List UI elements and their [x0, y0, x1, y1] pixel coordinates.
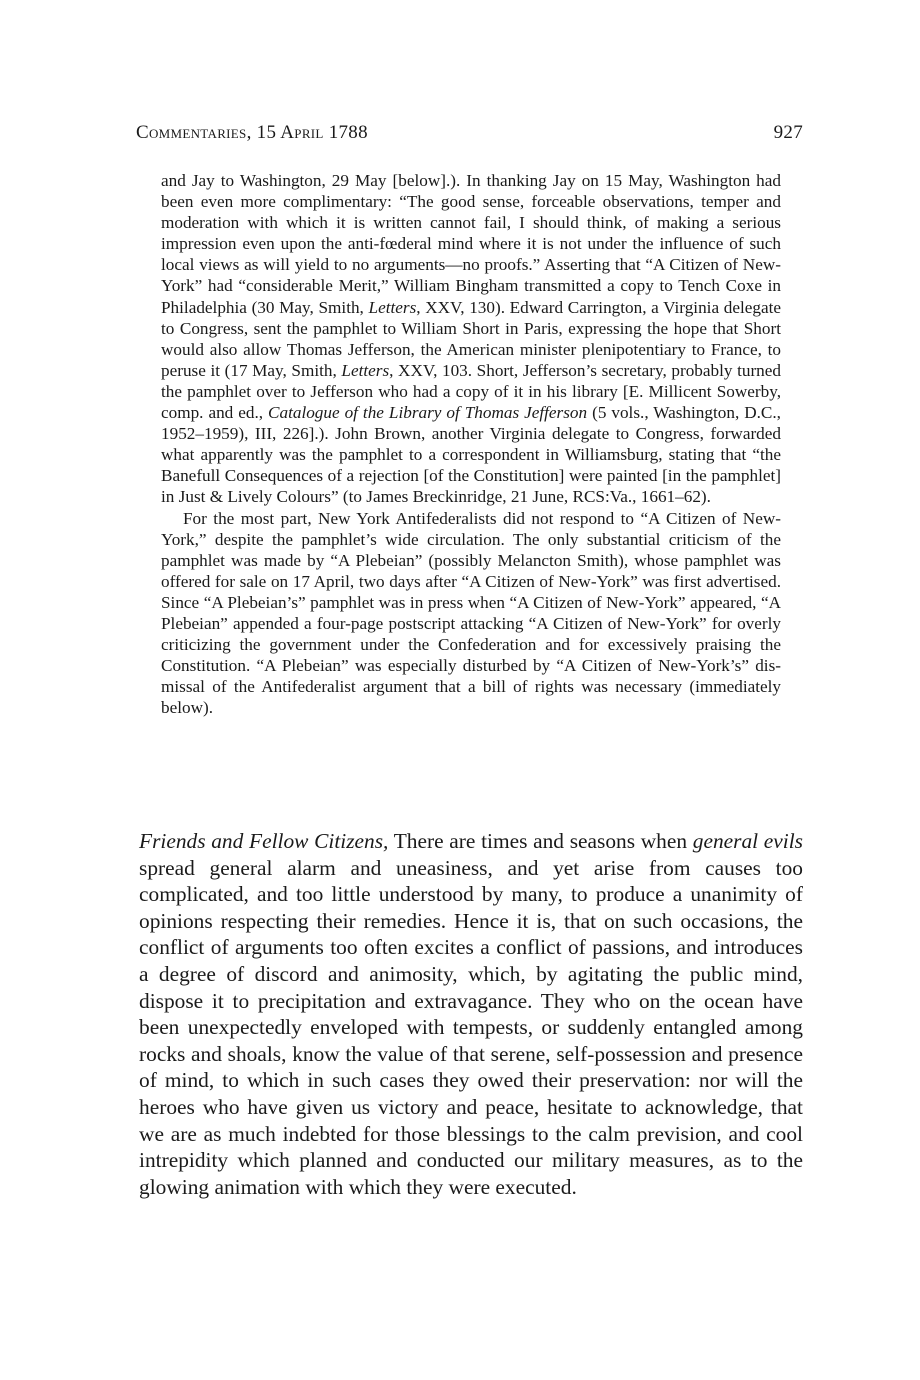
- text-run: , XXV, 130). Edward Carrington, a Virginia delegate to Congress, sent the pamphlet to William Short in Paris, expressing the hope that Short would also allow Thomas Jefferson, the American minister plenipotentiary to France, to peruse it (17 May, Smith,: [161, 297, 781, 380]
- text-run: (5 vols., Washington, D.C., 1952–1959), III, 226].). John Brown, another Virginia delegate to Congress, forwarded what apparently was the pamphlet to a correspondent in Williamsburg, stating that “the Banefull Consequences of a rejection [of the Constitution] were painted [in the pamphlet] in Just & Lively Colours” (to James Breckinridge, 21 June, RCS:Va., 1661–62).: [161, 403, 781, 507]
- page-number: 927: [773, 122, 803, 143]
- running-title: Commentaries, 15 April 1788: [136, 122, 368, 143]
- running-head: [136, 122, 803, 152]
- italic-run: Letters: [368, 297, 417, 317]
- italic-run: general evils: [692, 829, 803, 853]
- document-text: [139, 828, 803, 1200]
- headnote-paragraph-2: For the most part, New York Antifederalists did not respond to “A Citizen of New-York,” despite the pamphlet’s wide circulation. The only substantial criticism of the pamphlet was made by “A Plebeian” (possibly Melancton Smith), whose pamphlet was offered for sale on 17 April, two days after “A Citizen of New-York” was first advertised. Since “A Plebeian’s” pamphlet was in press when “A Citizen of New-York” appeared, “A Plebeian” appended a four-page postscript attacking “A Citizen of New-York” for overly criticizing the government under the Confederation and for excessively praising the Constitution. “A Plebeian” was especially disturbed by “A Citizen of New-York’s” dismissal of the Antifederalist argument that a bill of rights was necessary (immediately below).: [161, 508, 781, 718]
- document-paragraph-1: [139, 828, 803, 1200]
- text-run: There are times and seasons when: [388, 829, 693, 853]
- text-run: and Jay to Washington, 29 May [below].). In thanking Jay on 15 May, Washington had been even more complimentary: “The good sense, forceable observations, temper and moderation with which it is written cannot fail, I should think, of making a serious impression even upon the anti-fœderal mind where it is not under the influence of such local views as will yield to no arguments—no proofs.” Asserting that “A Citizen of New-York” had “considerable Merit,” William Bingham transmitted a copy to Tench Coxe in Philadelphia (30 May, Smith,: [161, 171, 781, 317]
- text-run: spread general alarm and uneasiness, and yet arise from causes too complicated, and too little understood by many, to produce a unanimity of opinions respecting their remedies. Hence it is, that on such occasions, the conflict of arguments too often excites a conflict of passions, and introduces a degree of discord and animosity, which, by agitating the public mind, dispose it to precipitation and extravagance. They who on the ocean have been unexpectedly enveloped with tempests, or suddenly entangled among rocks and shoals, know the value of that serene, self-possession and presence of mind, to which in such cases they owed their preservation: nor will the heroes who have given us victory and peace, hesitate to acknowledge, that we are as much indebted for those blessings to the calm prevision, and cool intrepidity which planned and conducted our military measures, as to the glowing animation with which they were executed.: [139, 855, 803, 1199]
- headnote: [161, 170, 781, 718]
- headnote-paragraph-1: [161, 170, 781, 508]
- italic-run: Letters: [341, 360, 390, 380]
- italic-run: Catalogue of the Library of Thomas Jefferson: [268, 403, 588, 423]
- salutation: Friends and Fellow Citizens,: [139, 829, 389, 853]
- text-run: , XXV, 103. Short, Jefferson’s secretary, probably turned the pamphlet over to Jefferson who had a copy of it in his library [E. Millicent Sowerby, comp. and ed.,: [161, 360, 781, 423]
